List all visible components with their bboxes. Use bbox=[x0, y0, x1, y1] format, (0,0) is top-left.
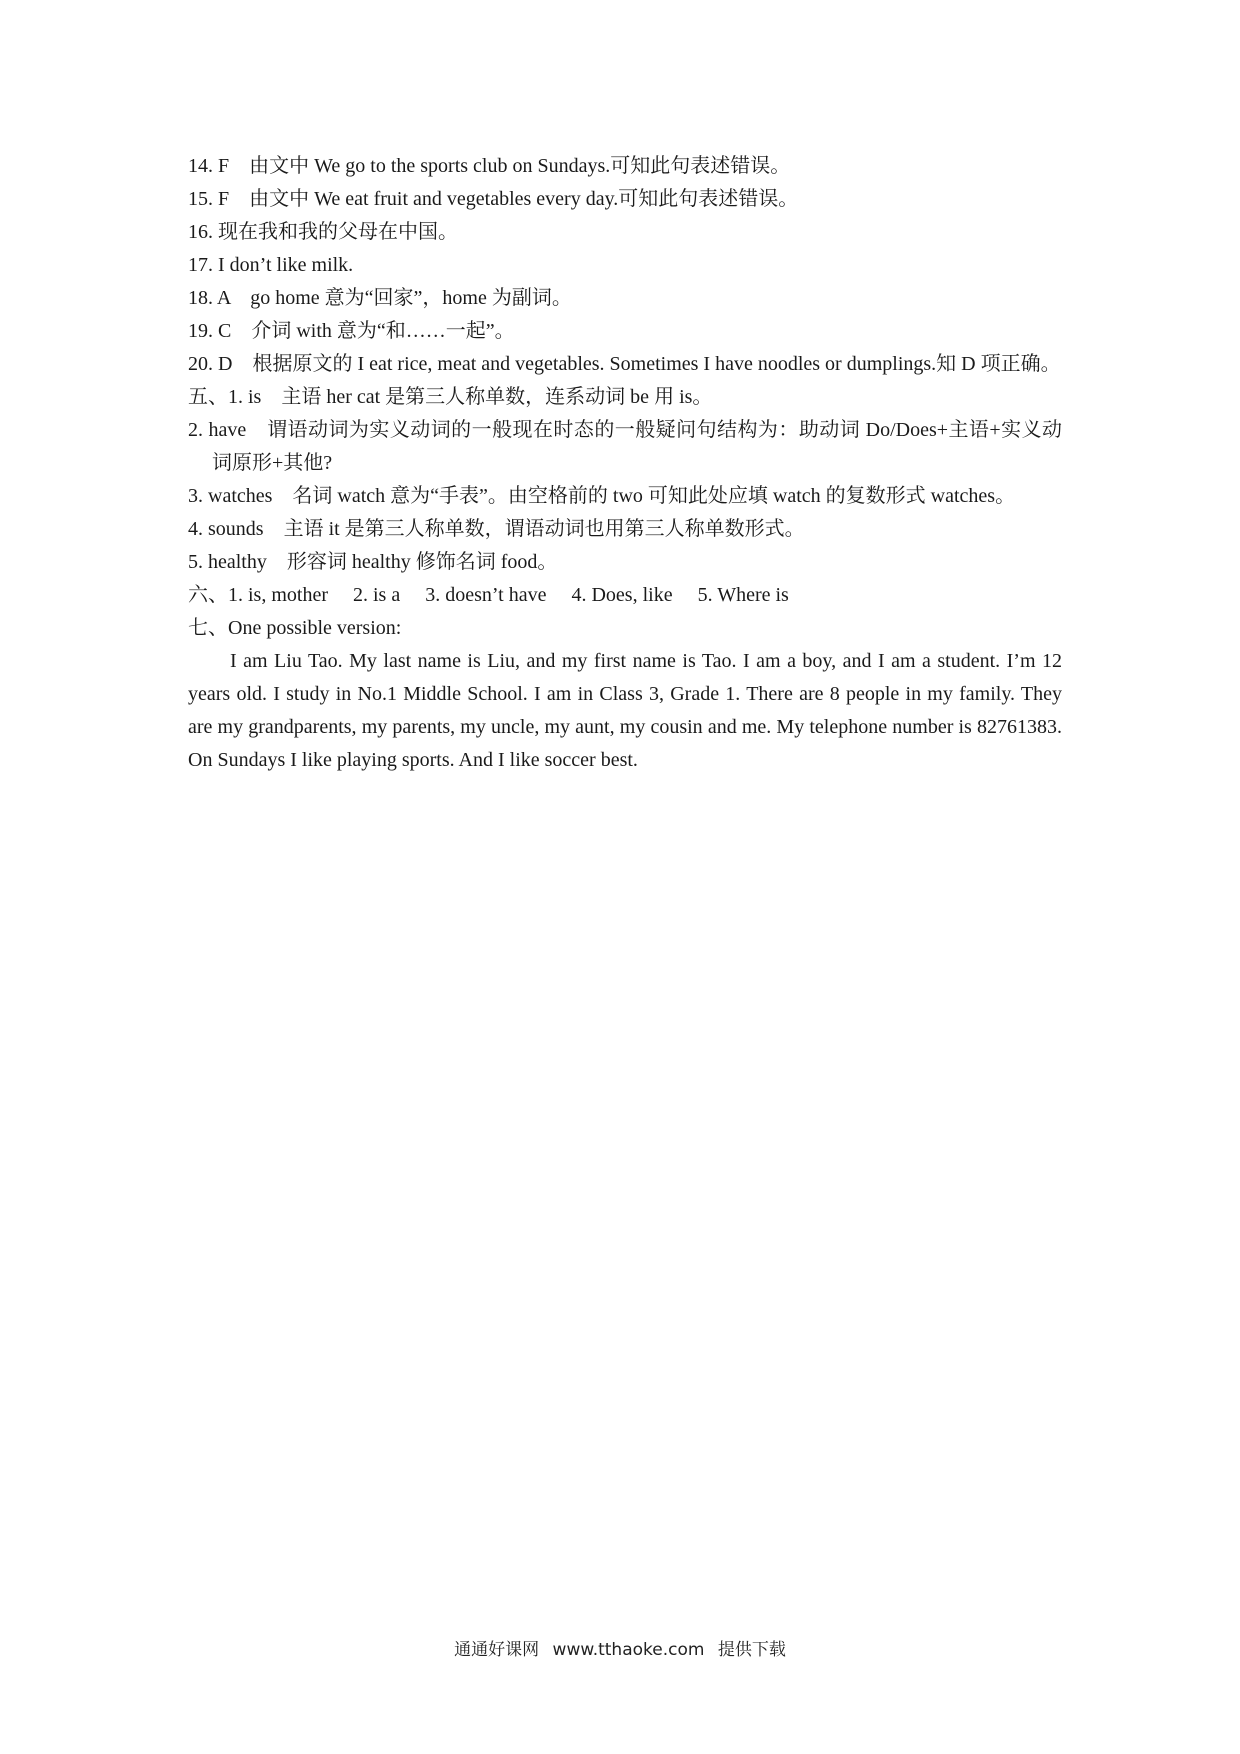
section-5-answer-1: 五、1. is 主语 her cat 是第三人称单数，连系动词 be 用 is。 bbox=[188, 386, 713, 408]
section-5-answer-2: 2. have 谓语动词为实义动词的一般现在时态的一般疑问句结构为：助动词 Do/Does+主语+实义动词原形+其他? bbox=[188, 419, 1062, 474]
answer-14: 14. F 由文中 We go to the sports club on Sundays.可知此句表述错误。 bbox=[188, 155, 791, 177]
section-5-answer-4: 4. sounds 主语 it 是第三人称单数，谓语动词也用第三人称单数形式。 bbox=[188, 518, 805, 540]
page-footer bbox=[0, 1635, 1240, 1660]
section-5-answer-5: 5. healthy 形容词 healthy 修饰名词 food。 bbox=[188, 551, 558, 573]
footer-url: www.tthaoke.com bbox=[552, 1640, 705, 1660]
section-7-essay: I am Liu Tao. My last name is Liu, and my first name is Tao. I am a boy, and I am a student. I’m 12 years old. I study in No.1 Middle School. I am in Class 3, Grade 1. There are 8 people in my family. They are my grandparents, my parents, my uncle, my aunt, my cousin and me. My telephone number is 82761383. On Sundays I like playing sports. And I like soccer best. bbox=[188, 650, 1062, 771]
answer-17: 17. I don’t like milk. bbox=[188, 254, 354, 276]
answer-16: 16. 现在我和我的父母在中国。 bbox=[188, 221, 458, 243]
answer-19: 19. C 介词 with 意为“和……一起”。 bbox=[188, 320, 515, 342]
section-6-answers: 六、1. is, mother 2. is a 3. doesn’t have 4. Does, like 5. Where is bbox=[188, 584, 789, 606]
answer-20: 20. D 根据原文的 I eat rice, meat and vegetables. Sometimes I have noodles or dumplings.知 D 项正确。 bbox=[188, 353, 1061, 375]
answer-18: 18. A go home 意为“回家”，home 为副词。 bbox=[188, 287, 572, 309]
section-5-answer-3: 3. watches 名词 watch 意为“手表”。由空格前的 two 可知此处应填 watch 的复数形式 watches。 bbox=[188, 485, 1016, 507]
footer-suffix: 提供下载 bbox=[717, 1640, 786, 1660]
footer-site-name: 通通好课网 bbox=[454, 1640, 540, 1660]
answer-document bbox=[188, 150, 1062, 777]
section-7-heading: 七、One possible version: bbox=[188, 617, 402, 639]
answer-15: 15. F 由文中 We eat fruit and vegetables every day.可知此句表述错误。 bbox=[188, 188, 799, 210]
